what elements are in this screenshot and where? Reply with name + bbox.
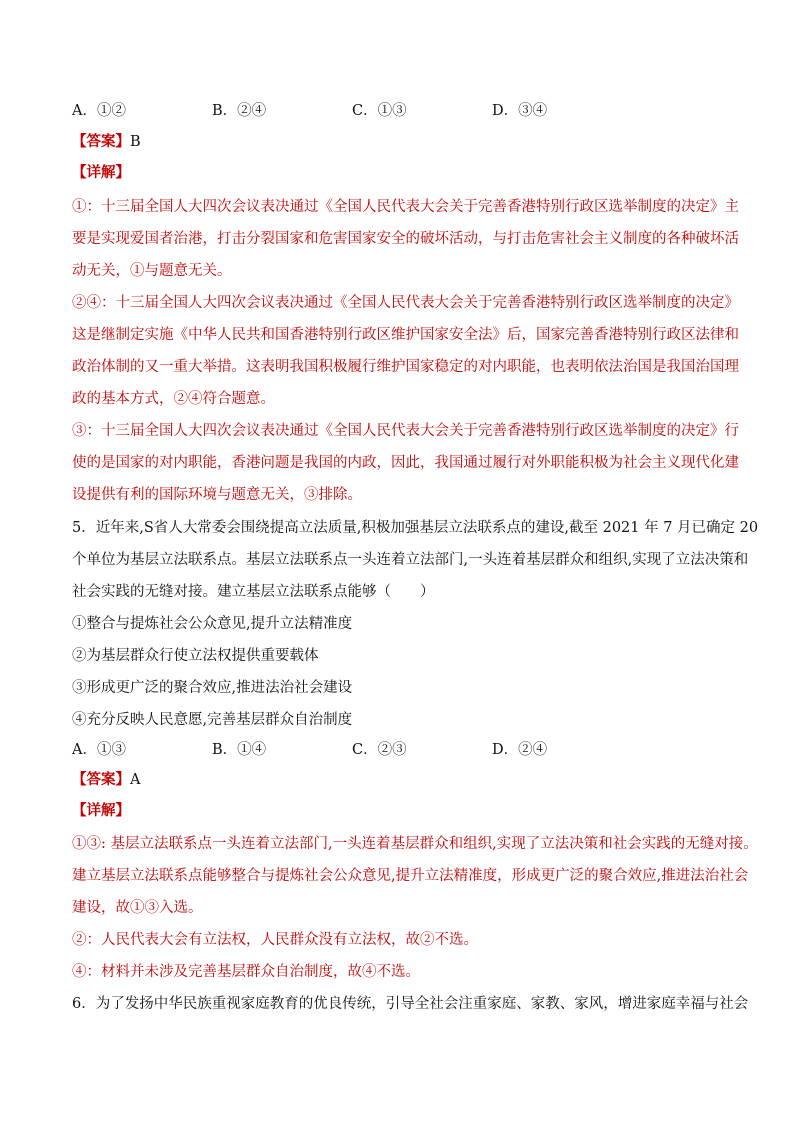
q5-explanation-line: ①③: 基层立法联系点一头连着立法部门,一头连着基层群众和组织,实现了立法决策和社会实践的无缝对接。 bbox=[72, 836, 758, 852]
q5-stem-line: 社会实践的无缝对接。建立基层立法联系点能够（ ） bbox=[72, 584, 435, 600]
q5-option-c[interactable]: C．②③ bbox=[352, 742, 407, 758]
q5-explanation-line: 建设，故①③入选。 bbox=[72, 900, 203, 916]
q5-option-a[interactable]: A．①③ bbox=[72, 742, 126, 758]
q5-statement: ①整合与提炼社会公众意见,提升立法精准度 bbox=[72, 616, 353, 632]
q4-option-c[interactable]: C．①③ bbox=[352, 103, 407, 119]
q5-option-d[interactable]: D．②④ bbox=[492, 742, 548, 758]
q4-explanation-line: 政治体制的又一重大举措。这表明我国积极履行维护国家稳定的对内职能，也表明依法治国是我国治国理 bbox=[72, 359, 739, 375]
q4-options bbox=[72, 101, 730, 121]
q5-stem-line: 个单位为基层立法联系点。基层立法联系点一头连着立法部门,一头连着基层群众和组织,实现了立法决策和 bbox=[72, 552, 749, 568]
q5-statement: ④充分反映人民意愿,完善基层群众自治制度 bbox=[72, 712, 353, 728]
q6-stem-line: 6．为了发扬中华民族重视家庭教育的优良传统，引导全社会注重家庭、家教、家风，增进家庭幸福与社会 bbox=[72, 996, 749, 1012]
q4-explanation-line: 设提供有利的国际环境与题意无关，③排除。 bbox=[72, 487, 362, 503]
q4-explanation-line: ①：十三届全国人大四次会议表决通过《全国人民代表大会关于完善香港特别行政区选举制度的决定》主 bbox=[72, 199, 739, 215]
q5-statement: ③形成更广泛的聚合效应,推进法治社会建设 bbox=[72, 680, 353, 696]
q5-stem-line: 5．近年来,S省人大常委会围绕提高立法质量,积极加强基层立法联系点的建设,截至 2021 年 7 月已确定 20 bbox=[72, 520, 759, 536]
q5-detail-label: 【详解】 bbox=[72, 802, 130, 819]
q5-explanation-line: 建立基层立法联系点能够整合与提炼社会公众意见,提升立法精准度，形成更广泛的聚合效应,推进法治社会 bbox=[72, 868, 749, 884]
q4-explanation-line: 动无关，①与题意无关。 bbox=[72, 263, 232, 279]
q5-statement: ②为基层群众行使立法权提供重要载体 bbox=[72, 648, 319, 664]
q5-explanation-line: ④：材料并未涉及完善基层群众自治制度，故④不选。 bbox=[72, 964, 420, 980]
q4-answer bbox=[72, 132, 730, 152]
q5-answer-value: A bbox=[130, 772, 141, 788]
q4-option-a[interactable]: A．①② bbox=[72, 103, 126, 119]
q5-answer bbox=[72, 770, 730, 790]
q5-explanation-line: ②：人民代表大会有立法权，人民群众没有立法权，故②不选。 bbox=[72, 932, 478, 948]
q4-explanation-line: ③：十三届全国人大四次会议表决通过《全国人民代表大会关于完善香港特别行政区选举制度的决定》行 bbox=[72, 423, 739, 439]
q5-answer-label: 【答案】 bbox=[72, 771, 130, 788]
q4-option-b[interactable]: B．②④ bbox=[212, 103, 267, 119]
q4-explanation-line: 这是继制定实施《中华人民共和国香港特别行政区维护国家安全法》后，国家完善香港特别行政区法律和 bbox=[72, 327, 739, 343]
q4-explanation-line: 使的是国家的对内职能，香港问题是我国的内政，因此，我国通过履行对外职能积极为社会主义现代化建 bbox=[72, 455, 739, 471]
q4-explanation-line: ②④：十三届全国人大四次会议表决通过《全国人民代表大会关于完善香港特别行政区选举制度的决定》 bbox=[72, 295, 739, 311]
q4-option-d[interactable]: D．③④ bbox=[492, 103, 548, 119]
q4-answer-label: 【答案】 bbox=[72, 133, 130, 150]
q4-detail-label: 【详解】 bbox=[72, 164, 130, 181]
q4-explanation-line: 政的基本方式，②④符合题意。 bbox=[72, 391, 275, 407]
q5-options bbox=[72, 740, 730, 760]
q4-explanation-line: 要是实现爱国者治港，打击分裂国家和危害国家安全的破坏活动，与打击危害社会主义制度的各种破坏活 bbox=[72, 231, 739, 247]
q5-option-b[interactable]: B．①④ bbox=[212, 742, 267, 758]
q4-answer-value: B bbox=[130, 134, 141, 150]
